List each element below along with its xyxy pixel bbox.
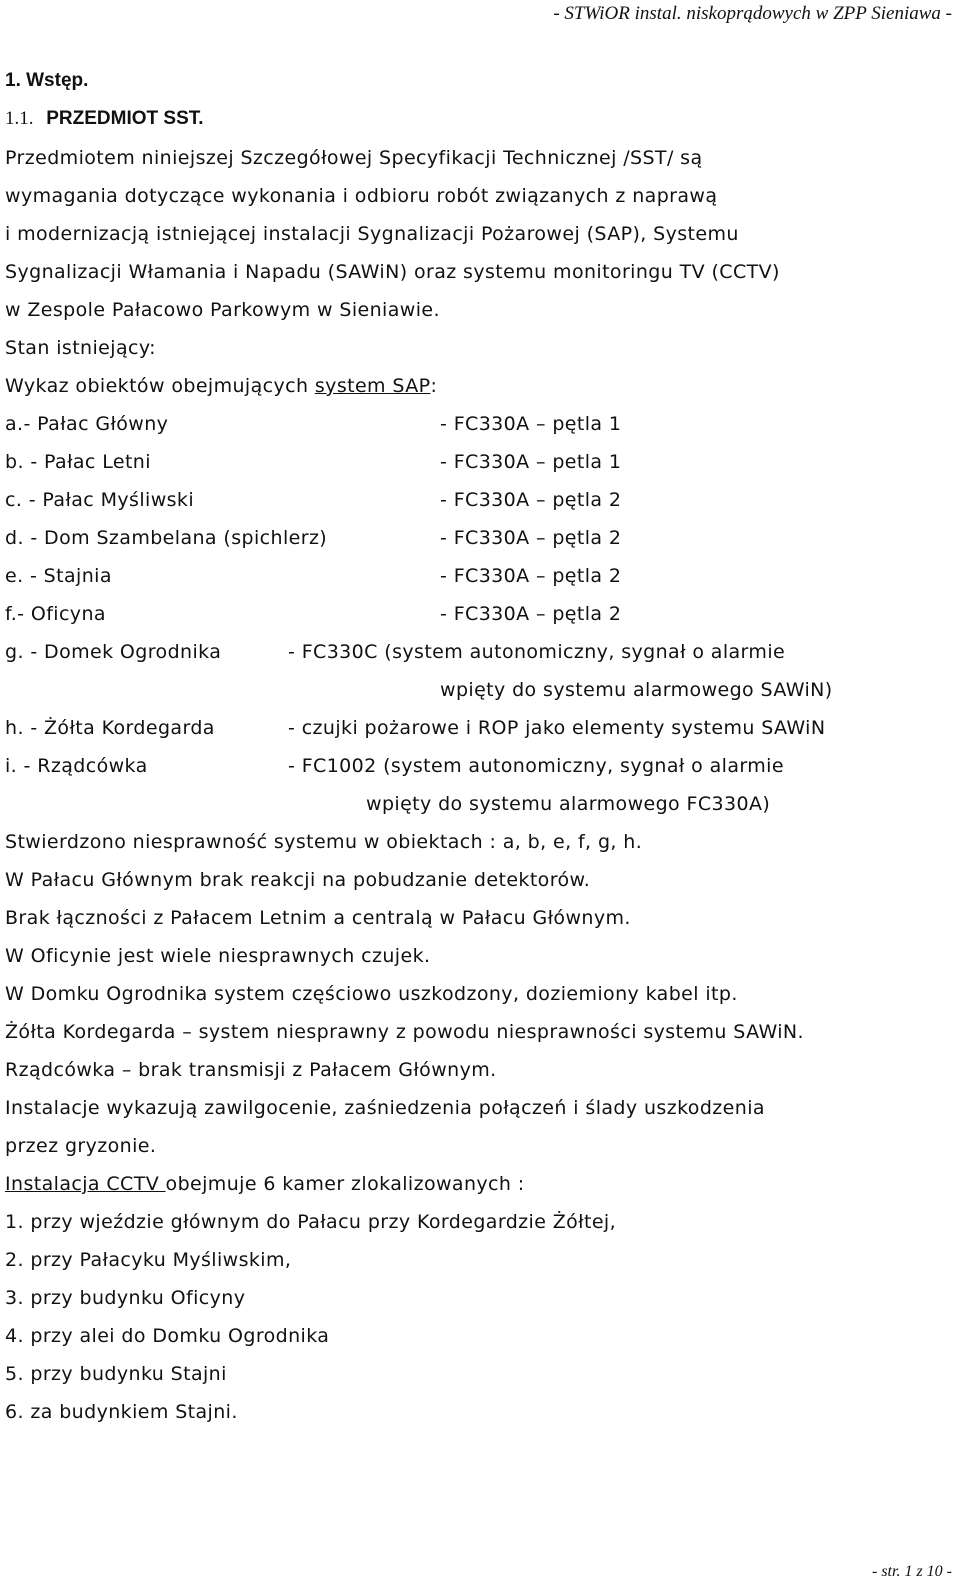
sap-list-suffix: : bbox=[430, 375, 438, 397]
finding-line: Żółta Kordegarda – system niesprawny z powodu niesprawności systemu SAWiN. bbox=[5, 1021, 804, 1043]
list-item: 6. za budynkiem Stajni. bbox=[5, 1401, 238, 1423]
object-name: g. - Domek Ogrodnika bbox=[5, 641, 222, 663]
object-name: i. - Rządcówka bbox=[5, 755, 148, 777]
finding-line: Stwierdzono niesprawność systemu w obiektach : a, b, e, f, g, h. bbox=[5, 831, 643, 853]
intro-line: wymagania dotyczące wykonania i odbioru robót związanych z naprawą bbox=[5, 185, 718, 207]
object-name: a.- Pałac Główny bbox=[5, 413, 169, 435]
state-heading: Stan istniejący: bbox=[5, 337, 156, 359]
section-heading: 1. Wstęp. bbox=[5, 70, 89, 91]
object-name: e. - Stajnia bbox=[5, 565, 112, 587]
object-name: b. - Pałac Letni bbox=[5, 451, 151, 473]
intro-line: w Zespole Pałacowo Parkowym w Sieniawie. bbox=[5, 299, 440, 321]
object-system: - FC330A – pętla 2 bbox=[440, 603, 622, 625]
subsection-title: PRZEDMIOT SST. bbox=[46, 108, 204, 129]
object-system: - FC330A – pętla 2 bbox=[440, 489, 622, 511]
object-name: c. - Pałac Myśliwski bbox=[5, 489, 195, 511]
intro-line: Przedmiotem niniejszej Szczegółowej Specyfikacji Technicznej /SST/ są bbox=[5, 147, 703, 169]
finding-line: Instalacje wykazują zawilgocenie, zaśniedzenia połączeń i ślady uszkodzenia bbox=[5, 1097, 765, 1119]
object-system-continuation: wpięty do systemu alarmowego SAWiN) bbox=[440, 679, 833, 701]
sap-list-intro bbox=[5, 375, 437, 397]
sap-list-underlined: system SAP bbox=[314, 375, 431, 397]
list-item: 1. przy wjeździe głównym do Pałacu przy Kordegardzie Żółtej, bbox=[5, 1211, 617, 1233]
list-item: 4. przy alei do Domku Ogrodnika bbox=[5, 1325, 330, 1347]
object-system: - FC330A – pętla 1 bbox=[440, 413, 622, 435]
object-system: - FC1002 (system autonomiczny, sygnał o alarmie bbox=[288, 755, 784, 777]
cctv-rest: obejmuje 6 kamer zlokalizowanych : bbox=[165, 1173, 525, 1195]
intro-line: Sygnalizacji Włamania i Napadu (SAWiN) oraz systemu monitoringu TV (CCTV) bbox=[5, 261, 780, 283]
object-name: h. - Żółta Kordegarda bbox=[5, 717, 215, 739]
finding-line: W Oficynie jest wiele niesprawnych czujek. bbox=[5, 945, 431, 967]
finding-line: W Pałacu Głównym brak reakcji na pobudzanie detektorów. bbox=[5, 869, 591, 891]
cctv-underlined: Instalacja CCTV bbox=[5, 1173, 166, 1195]
list-item: 2. przy Pałacyku Myśliwskim, bbox=[5, 1249, 292, 1271]
object-system: - FC330A – pętla 2 bbox=[440, 527, 622, 549]
sap-list-prefix: Wykaz obiektów obejmujących bbox=[5, 375, 315, 397]
object-name: d. - Dom Szambelana (spichlerz) bbox=[5, 527, 328, 549]
object-system: - czujki pożarowe i ROP jako elementy systemu SAWiN bbox=[288, 717, 826, 739]
finding-line: Brak łączności z Pałacem Letnim a centralą w Pałacu Głównym. bbox=[5, 907, 631, 929]
object-system: - FC330A – petla 1 bbox=[440, 451, 622, 473]
intro-line: i modernizacją istniejącej instalacji Sygnalizacji Pożarowej (SAP), Systemu bbox=[5, 223, 739, 245]
cctv-intro bbox=[5, 1173, 525, 1195]
finding-line: Rządcówka – brak transmisji z Pałacem Głównym. bbox=[5, 1059, 497, 1081]
object-system: - FC330A – pętla 2 bbox=[440, 565, 622, 587]
list-item: 3. przy budynku Oficyny bbox=[5, 1287, 246, 1309]
object-system: - FC330C (system autonomiczny, sygnał o alarmie bbox=[288, 641, 786, 663]
list-item: 5. przy budynku Stajni bbox=[5, 1363, 227, 1385]
finding-line: W Domku Ogrodnika system częściowo uszkodzony, doziemiony kabel itp. bbox=[5, 983, 738, 1005]
subsection-heading bbox=[5, 108, 204, 130]
object-system-continuation: wpięty do systemu alarmowego FC330A) bbox=[366, 793, 771, 815]
finding-line: przez gryzonie. bbox=[5, 1135, 157, 1157]
object-name: f.- Oficyna bbox=[5, 603, 106, 625]
page-header: - STWiOR instal. niskoprądowych w ZPP Sieniawa - bbox=[553, 3, 952, 24]
subsection-number: 1.1. bbox=[5, 108, 34, 129]
page-footer: - str. 1 z 10 - bbox=[871, 1563, 952, 1580]
